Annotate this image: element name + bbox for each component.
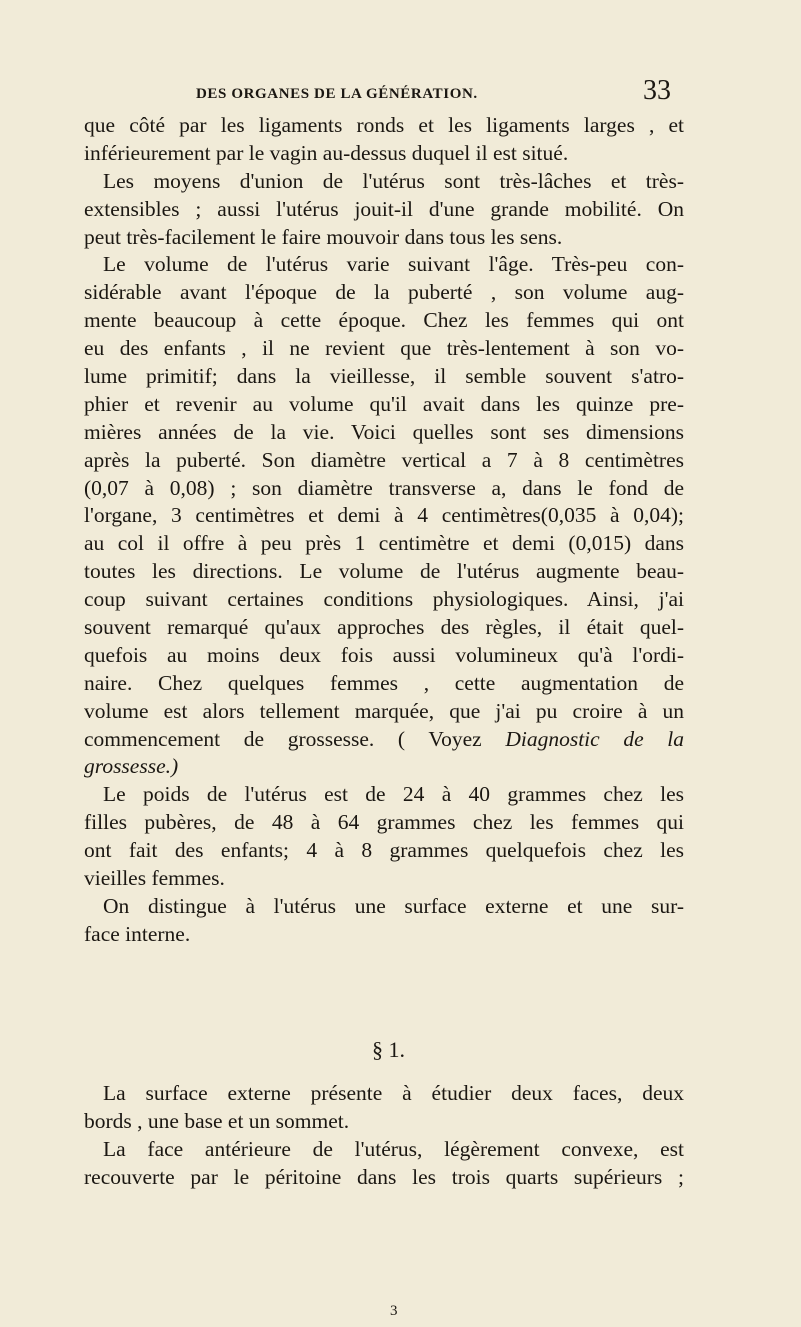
text-line: que côté par les ligaments ronds et les ligaments larges , et — [84, 113, 684, 137]
text-line: La face antérieure de l'utérus, légèrement convexe, est — [103, 1136, 684, 1161]
text-line: eu des enfants , il ne revient que très-lentement à son vo- — [84, 336, 684, 361]
text-line: ont fait des enfants; 4 à 8 grammes quelquefois chez les — [84, 838, 684, 863]
text-line: vieilles femmes. — [84, 866, 225, 891]
text-line: toutes les directions. Le volume de l'utérus augmente beau- — [84, 559, 684, 584]
italic-reference: Diagnostic de la — [505, 726, 685, 751]
text-line: au col il offre à peu près 1 centimètre et demi (0,015) dans — [84, 531, 684, 556]
text-line: mières années de la vie. Voici quelles sont ses dimensions — [84, 419, 684, 444]
text-line: après la puberté. Son diamètre vertical a 7 à 8 centimètres — [84, 447, 684, 472]
body-text — [84, 112, 684, 949]
text-line: recouverte par le péritoine dans les trois quarts supérieurs ; — [84, 1164, 684, 1189]
page-number: 33 — [643, 75, 671, 106]
text-line: phier et revenir au volume qu'il avait dans les quinze pre- — [84, 391, 684, 416]
text-line: Le volume de l'utérus varie suivant l'âge. Très-peu con- — [103, 252, 684, 277]
text-line: La surface externe présente à étudier deux faces, deux — [103, 1081, 684, 1105]
body-text-continued — [84, 1080, 684, 1192]
text-line: peut très-facilement le faire mouvoir dans tous les sens. — [84, 224, 563, 249]
text-line-with-reference — [84, 726, 684, 754]
text-line: lume primitif; dans la vieillesse, il semble souvent s'atro- — [84, 364, 684, 389]
text-line: extensibles ; aussi l'utérus jouit-il d'une grande mobilité. On — [84, 196, 684, 221]
text-line: On distingue à l'utérus une surface externe et une sur- — [103, 893, 684, 918]
text-line: Les moyens d'union de l'utérus sont très-lâches et très- — [103, 168, 684, 193]
text-line: Le poids de l'utérus est de 24 à 40 grammes chez les — [103, 782, 684, 807]
text-line: mente beaucoup à cette époque. Chez les femmes qui ont — [84, 308, 684, 333]
text-line: bords , une base et un sommet. — [84, 1108, 350, 1133]
text-line: l'organe, 3 centimètres et demi à 4 centimètres(0,035 à 0,04); — [84, 503, 684, 528]
text-line: commencement de grossesse. ( Voyez — [84, 726, 482, 751]
signature-mark: 3 — [390, 1303, 398, 1319]
text-line: volume est alors tellement marquée, que j'ai pu croire à un — [84, 698, 684, 723]
text-line: (0,07 à 0,08) ; son diamètre transverse a, dans le fond de — [84, 475, 684, 500]
section-heading: § 1. — [372, 1037, 405, 1062]
running-head: DES ORGANES DE LA GÉNÉRATION. — [196, 86, 478, 102]
text-line: grossesse.) — [84, 754, 179, 779]
text-line: inférieurement par le vagin au-dessus duquel il est situé. — [84, 140, 569, 165]
text-line: coup suivant certaines conditions physiologiques. Ainsi, j'ai — [84, 587, 684, 612]
text-line: sidérable avant l'époque de la puberté , son volume aug- — [84, 280, 684, 305]
text-line: face interne. — [84, 921, 191, 946]
text-line: quefois au moins deux fois aussi volumineux qu'à l'ordi- — [84, 642, 684, 667]
text-line: filles pubères, de 48 à 64 grammes chez les femmes qui — [84, 810, 684, 835]
text-line: naire. Chez quelques femmes , cette augmentation de — [84, 670, 684, 695]
text-line: souvent remarqué qu'aux approches des règles, il était quel- — [84, 615, 684, 640]
